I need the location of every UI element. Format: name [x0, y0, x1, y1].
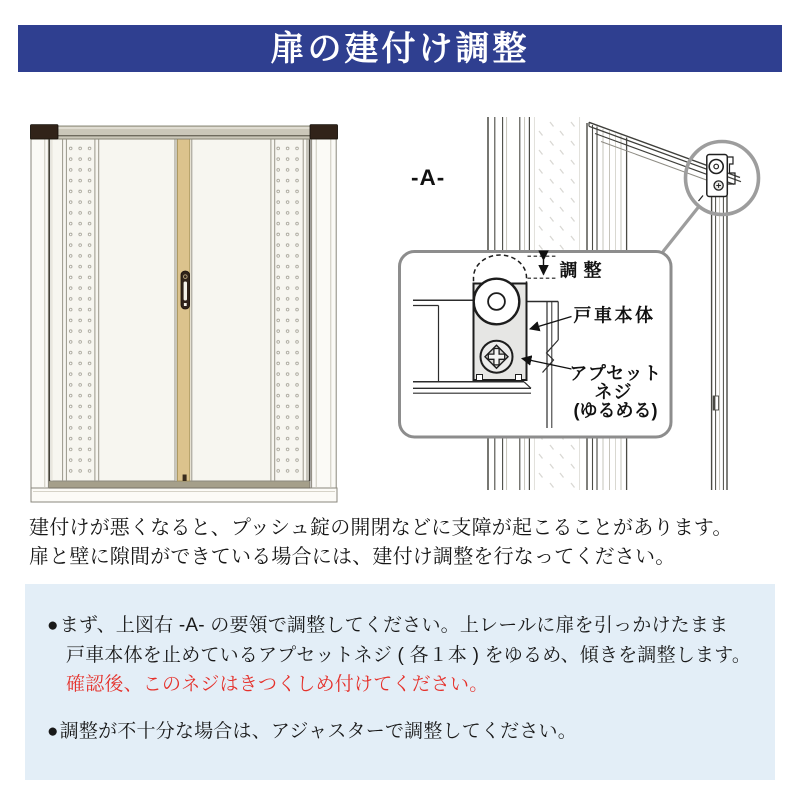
instruction-item-2: [47, 717, 767, 747]
instruction-text: 調整が不十分な場合は、アジャスターで調整してください。: [59, 720, 577, 742]
screw-label-line1: アプセット: [569, 363, 662, 384]
magnifier-leader-line: [664, 207, 699, 251]
upset-screw: [481, 341, 513, 373]
figure-illustrations: [0, 100, 800, 512]
center-stile: [177, 139, 189, 481]
instruction-item-1-line-2: 戸車本体を止めているアプセットネジ ( 各１本 ) をゆるめ、傾きを調整します。: [66, 644, 752, 666]
instruction-item-1-warning: 確認後、このネジはきつくしめ付けてください。: [66, 674, 489, 695]
frame-section-lines: [712, 168, 727, 490]
screw-label-line2: ネジ: [594, 382, 633, 402]
intro-line-2: 扉と壁に隙間ができている場合には、建付け調整を行なってください。: [29, 545, 676, 568]
section-a-label: -A-: [411, 165, 446, 190]
adjustment-diagram: [400, 117, 759, 490]
roller-label: 戸車本体: [573, 305, 656, 326]
right-door-perforation-pattern: [275, 144, 304, 478]
bullet-icon: ●: [47, 720, 59, 742]
bottom-guide: [183, 475, 187, 482]
instruction-item-1-line-1: [47, 611, 767, 641]
intro-paragraph: [29, 514, 789, 571]
top-rail-right-cap: [310, 125, 338, 139]
push-lock-handle: [181, 271, 190, 309]
title-bar: [18, 25, 782, 72]
left-door-perforation-pattern: [66, 144, 95, 478]
screw-label-line3: (ゆるめる): [573, 400, 658, 421]
instruction-box: [25, 584, 775, 780]
door-front-illustration: [31, 125, 338, 502]
adjust-label: 調整: [559, 260, 608, 281]
intro-line-1: 建付けが悪くなると、プッシュ錠の開閉などに支障が起こることがあります。: [29, 517, 733, 539]
page-title: 扉の建付け調整: [270, 29, 530, 68]
frame-slot-detail: [713, 396, 715, 410]
top-rail-left-cap: [31, 125, 59, 139]
instruction-text: まず、上図右 -A- の要領で調整してください。上レールに扉を引っかけたまま: [59, 615, 729, 636]
bullet-icon: ●: [47, 615, 59, 636]
